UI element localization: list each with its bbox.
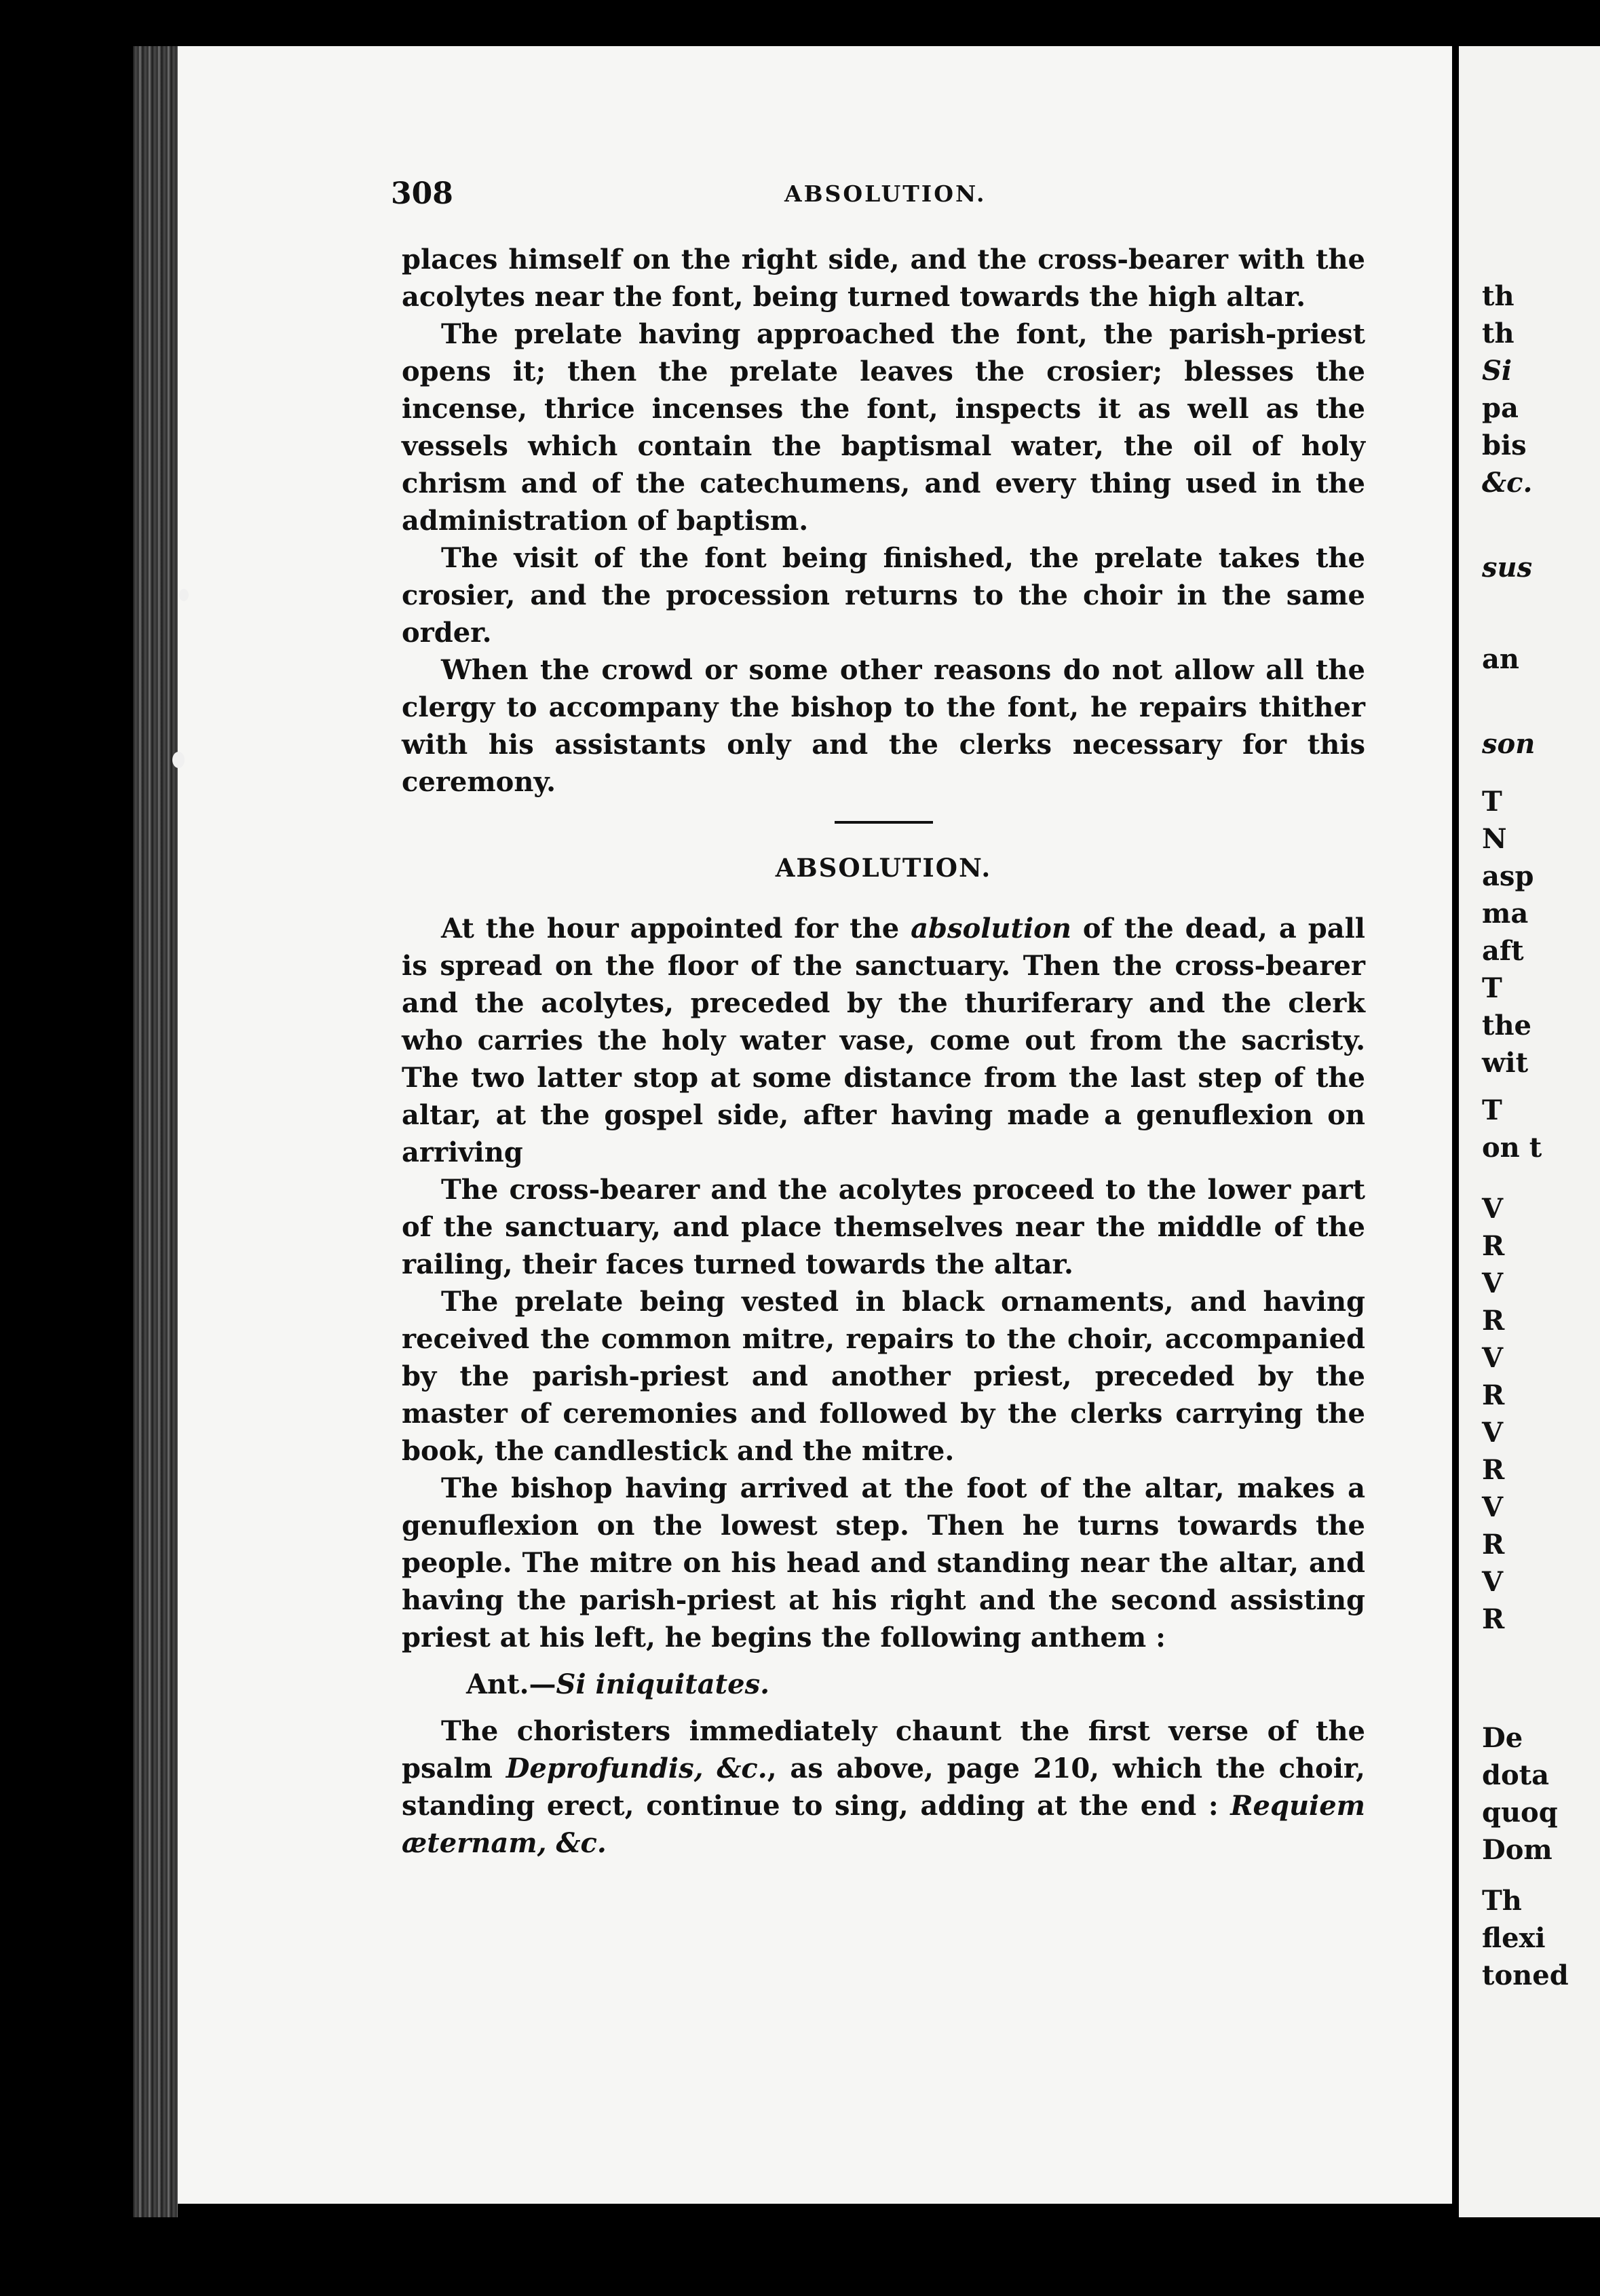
- fragment-line: asp: [1482, 860, 1534, 892]
- fragment-line: T: [1482, 786, 1502, 818]
- fragment-line: toned: [1482, 1959, 1569, 1991]
- fragment-line: aft: [1482, 935, 1524, 967]
- fragment-line: De: [1482, 1722, 1523, 1754]
- scan-speck: [179, 589, 189, 601]
- fragment-line: th: [1482, 280, 1515, 312]
- fragment-line: Si: [1482, 355, 1512, 387]
- italic-term: Requiem æternam, &c.: [402, 1790, 1365, 1859]
- fragment-line: R: [1482, 1230, 1505, 1262]
- fragment-line: flexi: [1482, 1922, 1546, 1954]
- fragment-line: quoq: [1482, 1797, 1558, 1829]
- fragment-line: Th: [1482, 1885, 1522, 1917]
- section-divider: [835, 821, 933, 824]
- italic-term: Deprofundis, &c.: [506, 1753, 767, 1784]
- fragment-line: dota: [1482, 1759, 1550, 1791]
- page-header: [391, 176, 1375, 217]
- paragraph-continuation: places himself on the right side, and the cross-bearer with the acolytes near the font, being turned towards the high altar.: [402, 244, 1365, 313]
- paragraph-closing: [402, 1713, 1365, 1862]
- scan-speck: [172, 752, 185, 768]
- fragment-line: V: [1482, 1491, 1504, 1523]
- fragment-line: R: [1482, 1305, 1505, 1337]
- section-title: ABSOLUTION.: [775, 853, 992, 883]
- italic-term: absolution: [911, 913, 1071, 944]
- text-run: of the dead, a pall is spread on the floor of the sanctuary. Then the cross-bearer and the acolytes, preceded by the thuriferary and the clerk who carries the holy water vase, come out from the sacristy. The two latter stop at some distance from the last step of the altar, at the gospel side, after having made a genuflexion on arriving: [402, 913, 1365, 1168]
- paragraph-absolution-intro: [402, 910, 1365, 1171]
- antiphon-label: Ant.—: [466, 1668, 556, 1700]
- text-run: The choristers immediately chaunt the first verse of the psalm: [402, 1715, 1365, 1784]
- text-run: At the hour appointed for the: [441, 913, 911, 944]
- fragment-line: an: [1482, 643, 1519, 675]
- fragment-line: V: [1482, 1193, 1504, 1225]
- fragment-line: T: [1482, 972, 1502, 1004]
- antiphon-title: Si iniquitates.: [556, 1668, 770, 1700]
- fragment-line: th: [1482, 318, 1515, 349]
- page-number: 308: [391, 176, 453, 211]
- fragment-line: R: [1482, 1379, 1505, 1411]
- paragraph: The visit of the font being finished, the prelate takes the crosier, and the procession returns to the choir in the same order.: [402, 542, 1365, 649]
- fragment-line: son: [1482, 728, 1536, 760]
- text-run: , as above, page 210, which the choir, standing erect, continue to sing, adding at the end :: [402, 1753, 1365, 1822]
- fragment-line: the: [1482, 1010, 1532, 1041]
- fragment-line: pa: [1482, 392, 1519, 424]
- book-gutter-edge: [133, 46, 178, 2217]
- fragment-line: V: [1482, 1566, 1504, 1598]
- fragment-line: R: [1482, 1529, 1505, 1561]
- paragraph: The prelate having approached the font, the parish-priest opens it; then the prelate leaves the crosier; blesses the incense, thrice incenses the font, inspects it as well as the vessels which contain the baptismal water, the oil of holy chrism and of the catechumens, and every thing used in the administration of baptism.: [402, 318, 1365, 537]
- paragraph: The prelate being vested in black ornaments, and having received the common mitre, repairs to the choir, accompanied by the parish-priest and another priest, preceded by the master of ceremonies and followed by the clerks carrying the book, the candlestick and the mitre.: [402, 1286, 1365, 1467]
- paragraph: The cross-bearer and the acolytes proceed to the lower part of the sanctuary, and place themselves near the middle of the railing, their faces turned towards the altar.: [402, 1174, 1365, 1280]
- body-text: [402, 241, 1365, 1862]
- right-page-fragment: [1459, 46, 1600, 2217]
- fragment-line: ma: [1482, 898, 1529, 930]
- fragment-line: V: [1482, 1267, 1504, 1299]
- fragment-line: &c.: [1482, 467, 1533, 499]
- paragraph: When the crowd or some other reasons do not allow all the clergy to accompany the bishop to the font, he repairs thither with his assistants only and the clerks necessary for this ceremony.: [402, 654, 1365, 798]
- fragment-line: T: [1482, 1094, 1502, 1126]
- fragment-line: bis: [1482, 429, 1527, 461]
- fragment-line: Dom: [1482, 1834, 1553, 1866]
- fragment-line: on t: [1482, 1132, 1542, 1164]
- antiphon-line: [402, 1666, 1365, 1703]
- fragment-line: R: [1482, 1454, 1505, 1486]
- fragment-line: N: [1482, 823, 1507, 855]
- fragment-line: R: [1482, 1603, 1505, 1635]
- fragment-line: V: [1482, 1342, 1504, 1374]
- paragraph: The bishop having arrived at the foot of the altar, makes a genuflexion on the lowest step. Then he turns towards the people. The mitre on his head and standing near the altar, and having the parish-priest at his right and the second assisting priest at his left, he begins the following anthem :: [402, 1472, 1365, 1653]
- fragment-line: wit: [1482, 1047, 1529, 1079]
- fragment-line: sus: [1482, 552, 1533, 583]
- running-head: ABSOLUTION.: [784, 180, 987, 207]
- fragment-line: V: [1482, 1417, 1504, 1449]
